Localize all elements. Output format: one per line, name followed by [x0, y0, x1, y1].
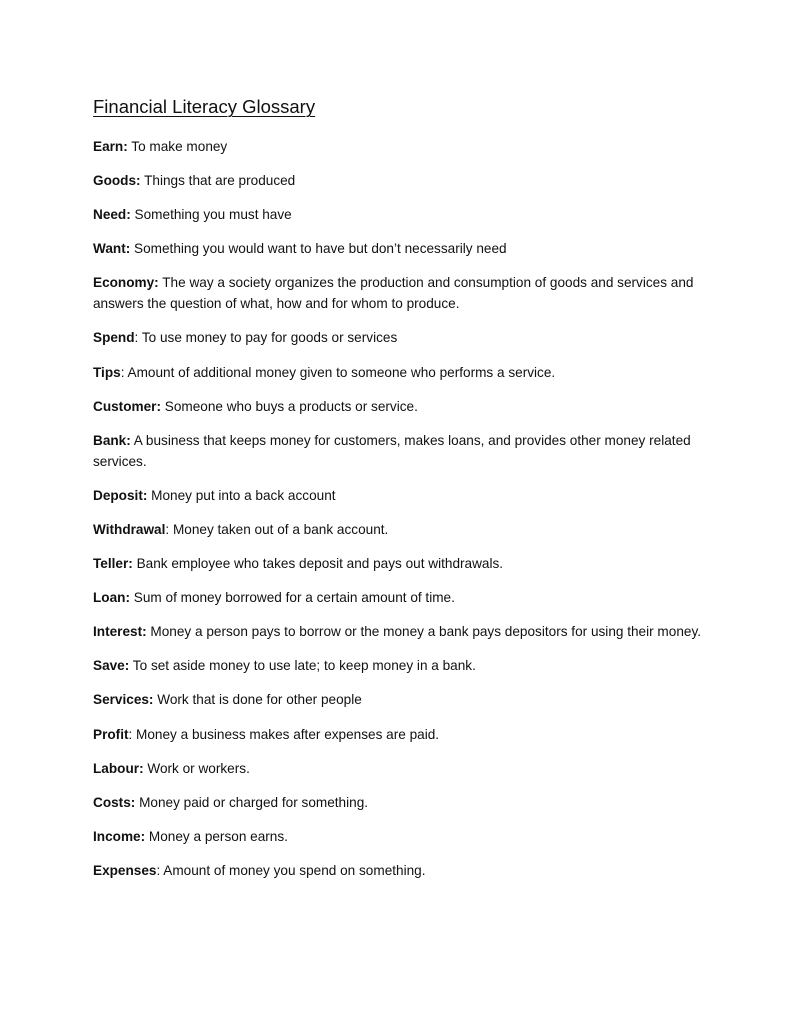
glossary-term: Profit: [93, 726, 129, 742]
glossary-entry-tips: [93, 362, 705, 383]
glossary-term: Spend: [93, 330, 135, 346]
glossary-entry-profit: [93, 724, 705, 745]
glossary-definition: Money paid or charged for something.: [135, 794, 369, 810]
glossary-definition: Something you must have: [130, 207, 292, 223]
glossary-entry-earn: [93, 136, 705, 157]
glossary-term: Tips: [93, 364, 121, 380]
glossary-term: Interest:: [93, 624, 147, 640]
glossary-definition: A business that keeps money for customers, makes loans, and provides other money related services.: [93, 432, 691, 469]
glossary-definition: The way a society organizes the production and consumption of goods and services and answers the question of what, how and for whom to produce.: [93, 275, 694, 312]
glossary-definition: Something you would want to have but don’t necessarily need: [130, 241, 507, 257]
page-title: Financial Literacy Glossary: [93, 96, 316, 117]
glossary-entry-deposit: [93, 485, 705, 506]
glossary-definition: Someone who buys a products or service.: [160, 398, 418, 414]
glossary-entry-need: [93, 204, 705, 225]
glossary-definition: Things that are produced: [140, 173, 296, 189]
glossary-term: Earn:: [93, 139, 128, 154]
glossary-term: Economy:: [93, 275, 159, 291]
glossary-entry-income: [93, 826, 705, 847]
glossary-definition: : To use money to pay for goods or services: [134, 330, 398, 346]
glossary-definition: Money put into a back account: [147, 487, 336, 503]
glossary-entry-costs: [93, 792, 705, 813]
glossary-term: Customer:: [93, 398, 161, 414]
glossary-definition: Money a person pays to borrow or the money a bank pays depositors for using their money.: [146, 624, 702, 640]
glossary-entry-spend: [93, 327, 705, 348]
glossary-entry-economy: [93, 272, 705, 314]
glossary-term: Teller:: [93, 556, 133, 572]
glossary-definition: Work or workers.: [143, 760, 250, 776]
glossary-definition: To make money: [127, 139, 228, 154]
glossary-term: Services:: [93, 692, 154, 708]
glossary-term: Costs:: [93, 794, 136, 810]
glossary-definition: To set aside money to use late; to keep money in a bank.: [129, 658, 476, 674]
glossary-term: Income:: [93, 828, 146, 844]
glossary-definition: Bank employee who takes deposit and pays out withdrawals.: [132, 556, 504, 572]
glossary-entry-goods: [93, 170, 705, 191]
glossary-definition: Work that is done for other people: [153, 692, 362, 708]
glossary-entry-teller: [93, 553, 705, 574]
glossary-definition: : Amount of money you spend on something.: [156, 862, 426, 878]
glossary-term: Bank:: [93, 432, 131, 448]
glossary-term: Need:: [93, 207, 131, 223]
glossary-term: Loan:: [93, 590, 130, 606]
glossary-definition: : Money a business makes after expenses are paid.: [128, 726, 440, 742]
glossary-entry-save: [93, 655, 705, 676]
glossary-definition: : Amount of additional money given to someone who performs a service.: [120, 364, 556, 380]
glossary-term: Expenses: [93, 862, 157, 878]
glossary-definition: : Money taken out of a bank account.: [165, 521, 389, 537]
glossary-term: Goods:: [93, 173, 141, 189]
glossary-entry-loan: [93, 587, 705, 608]
glossary-definition: Sum of money borrowed for a certain amount of time.: [130, 590, 455, 606]
glossary-entry-withdrawal: [93, 519, 705, 540]
glossary-definition: Money a person earns.: [145, 828, 288, 844]
glossary-entry-expenses: [93, 860, 705, 881]
glossary-term: Save:: [93, 658, 130, 674]
glossary-term: Withdrawal: [93, 521, 166, 537]
glossary-entry-customer: [93, 396, 705, 417]
glossary-entry-bank: [93, 430, 705, 472]
glossary-term: Deposit:: [93, 487, 148, 503]
glossary-entry-services: [93, 689, 705, 710]
glossary-term: Want:: [93, 241, 131, 257]
glossary-entry-interest: [93, 621, 705, 642]
glossary-term: Labour:: [93, 760, 144, 776]
glossary-entry-labour: [93, 758, 705, 779]
glossary-list: [93, 136, 705, 894]
glossary-entry-want: [93, 238, 705, 259]
